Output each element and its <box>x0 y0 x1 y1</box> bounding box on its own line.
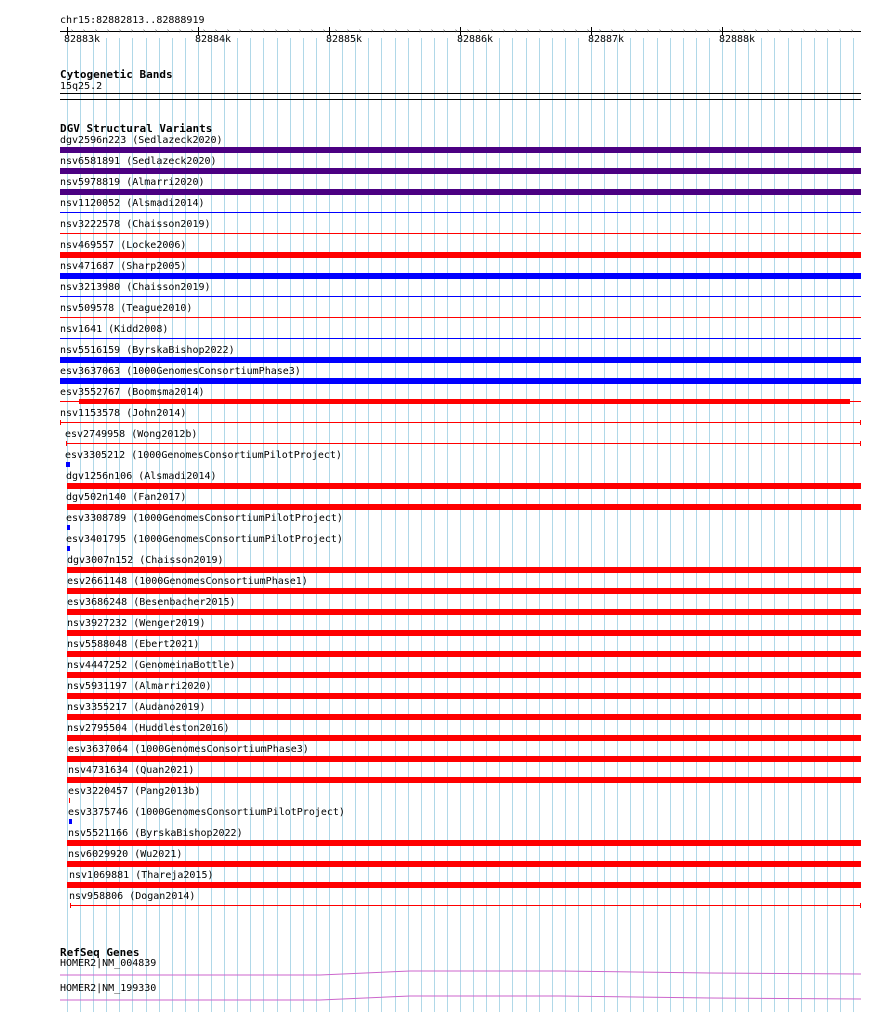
dgv-feature-bar[interactable] <box>69 798 70 803</box>
ruler-arrow-icon: › <box>802 27 807 35</box>
dgv-feature-label[interactable]: nsv1069881 (Thareja2015) <box>69 870 214 881</box>
ruler-arrow-icon: › <box>310 27 315 35</box>
dgv-feature-label[interactable]: nsv1153578 (John2014) <box>60 408 187 419</box>
ruler-arrow-icon: › <box>526 27 531 35</box>
dgv-feature-label[interactable]: dgv3007n152 (Chaisson2019) <box>67 555 224 566</box>
ruler-arrow-icon: › <box>346 27 351 35</box>
dgv-feature-bar[interactable] <box>60 338 861 339</box>
dgv-feature-label[interactable]: nsv2795504 (Huddleston2016) <box>67 723 230 734</box>
gene-intron-line <box>60 971 861 975</box>
dgv-feature-bar[interactable] <box>60 233 861 234</box>
dgv-feature-bar[interactable] <box>67 588 861 594</box>
dgv-feature-label[interactable]: nsv3222578 (Chaisson2019) <box>60 219 211 230</box>
dgv-feature-label[interactable]: nsv4447252 (GenomeinaBottle) <box>67 660 236 671</box>
dgv-feature-label[interactable]: nsv6581891 (Sedlazeck2020) <box>60 156 217 167</box>
ruler-arrow-icon: › <box>334 27 339 35</box>
ruler-arrow-icon: › <box>358 27 363 35</box>
gene-model[interactable] <box>0 993 890 1005</box>
dgv-feature-bar[interactable] <box>66 462 70 467</box>
ruler-arrow-icon: › <box>82 27 87 35</box>
ruler-arrow-icon: › <box>190 27 195 35</box>
dgv-feature-bar[interactable] <box>69 819 72 824</box>
dgv-feature-label[interactable]: esv3686248 (Besenbacher2015) <box>67 597 236 608</box>
ruler-tick-label: 82887k <box>587 34 625 45</box>
dgv-feature-label[interactable]: esv3401795 (1000GenomesConsortiumPilotProject) <box>66 534 343 545</box>
ruler-arrow-icon: › <box>562 27 567 35</box>
dgv-feature-cap-right <box>860 903 861 908</box>
ruler-arrow-icon: › <box>490 27 495 35</box>
gene-label[interactable]: HOMER2|NM_199330 <box>60 983 157 994</box>
ruler-arrow-icon: › <box>430 27 435 35</box>
dgv-feature-label[interactable]: nsv6029920 (Wu2021) <box>68 849 183 860</box>
refseq-track-title[interactable]: RefSeq Genes <box>60 946 140 959</box>
dgv-feature-bar[interactable] <box>67 546 70 551</box>
dgv-feature-bar[interactable] <box>66 443 861 444</box>
dgv-feature-label[interactable]: nsv3355217 (Audano2019) <box>67 702 206 713</box>
ruler-arrow-icon: › <box>370 27 375 35</box>
dgv-feature-label[interactable]: nsv469557 (Locke2006) <box>60 240 187 251</box>
ruler-arrow-icon: › <box>166 27 171 35</box>
ruler-arrow-icon: › <box>814 27 819 35</box>
ruler-arrow-icon: › <box>646 27 651 35</box>
ruler-arrow-icon: › <box>394 27 399 35</box>
dgv-feature-bar[interactable] <box>67 693 861 699</box>
gene-label[interactable]: HOMER2|NM_004839 <box>60 958 157 969</box>
dgv-feature-cap-right <box>860 441 861 446</box>
ruler-tick-label: 82885k <box>325 34 363 45</box>
ruler-arrow-icon: › <box>202 27 207 35</box>
dgv-feature-bar[interactable] <box>60 168 861 174</box>
dgv-feature-label[interactable]: esv3220457 (Pang2013b) <box>68 786 201 797</box>
dgv-feature-bar[interactable] <box>67 504 861 510</box>
dgv-feature-label[interactable]: nsv509578 (Teague2010) <box>60 303 193 314</box>
dgv-feature-bar[interactable] <box>67 483 861 489</box>
ruler-arrow-icon: › <box>94 27 99 35</box>
dgv-feature-bar[interactable] <box>60 189 861 195</box>
ruler-arrow-icon: › <box>826 27 831 35</box>
ruler-arrow-icon: › <box>154 27 159 35</box>
cytoband-line-top <box>60 93 861 94</box>
dgv-feature-bar[interactable] <box>60 252 861 258</box>
dgv-feature-label[interactable]: esv3308789 (1000GenomesConsortiumPilotProject) <box>66 513 343 524</box>
cytoband-track-title[interactable]: Cytogenetic Bands <box>60 68 173 81</box>
dgv-feature-bar[interactable] <box>67 525 70 530</box>
ruler-arrow-icon: › <box>214 27 219 35</box>
ruler-tick-label: 82884k <box>194 34 232 45</box>
ruler-arrow-icon: › <box>478 27 483 35</box>
ruler-arrow-icon: › <box>622 27 627 35</box>
dgv-feature-label[interactable]: nsv5588048 (Ebert2021) <box>67 639 200 650</box>
dgv-feature-label[interactable]: nsv3213980 (Chaisson2019) <box>60 282 211 293</box>
ruler-arrow-icon: › <box>838 27 843 35</box>
dgv-feature-bar[interactable] <box>67 882 861 888</box>
ruler-tick-label: 82886k <box>456 34 494 45</box>
ruler-arrow-icon: › <box>514 27 519 35</box>
dgv-feature-label[interactable]: esv2661148 (1000GenomesConsortiumPhase1) <box>67 576 308 587</box>
ruler-arrow-icon: › <box>274 27 279 35</box>
ruler-arrow-icon: › <box>322 27 327 35</box>
ruler-arrow-icon: › <box>454 27 459 35</box>
dgv-feature-cap-left <box>66 441 67 446</box>
ruler-arrow-icon: › <box>238 27 243 35</box>
dgv-feature-bar[interactable] <box>60 422 861 423</box>
dgv-feature-bar[interactable] <box>60 317 861 318</box>
ruler-arrow-icon: › <box>466 27 471 35</box>
dgv-feature-label[interactable]: esv3375746 (1000GenomesConsortiumPilotProject) <box>68 807 345 818</box>
ruler-arrow-icon: › <box>598 27 603 35</box>
dgv-feature-bar[interactable] <box>67 630 861 636</box>
dgv-feature-label[interactable]: nsv5521166 (ByrskaBishop2022) <box>68 828 243 839</box>
ruler-arrow-icon: › <box>850 27 855 35</box>
ruler-arrow-icon: › <box>550 27 555 35</box>
dgv-feature-label[interactable]: nsv5516159 (ByrskaBishop2022) <box>60 345 235 356</box>
ruler-arrow-icon: › <box>766 27 771 35</box>
gene-model[interactable] <box>0 968 890 980</box>
dgv-feature-label[interactable]: nsv958806 (Dogan2014) <box>69 891 196 902</box>
ruler-arrow-icon: › <box>226 27 231 35</box>
ruler-arrow-icon: › <box>778 27 783 35</box>
dgv-feature-bar[interactable] <box>67 840 861 846</box>
dgv-feature-label[interactable]: nsv471687 (Sharp2005) <box>60 261 187 272</box>
dgv-feature-bar[interactable] <box>67 567 861 573</box>
ruler-arrow-icon: › <box>142 27 147 35</box>
cytoband-line-bottom <box>60 99 861 100</box>
ruler-arrow-icon: › <box>754 27 759 35</box>
ruler-arrow-icon: › <box>106 27 111 35</box>
ruler-arrow-icon: › <box>634 27 639 35</box>
dgv-feature-bar[interactable] <box>60 357 861 363</box>
dgv-feature-bar[interactable] <box>67 672 861 678</box>
dgv-feature-bar[interactable] <box>67 714 861 720</box>
cytoband-label: 15q25.2 <box>60 81 103 92</box>
dgv-feature-bar[interactable] <box>67 777 861 783</box>
ruler-arrow-icon: › <box>694 27 699 35</box>
ruler-arrow-icon: › <box>658 27 663 35</box>
dgv-feature-label[interactable]: esv3305212 (1000GenomesConsortiumPilotProject) <box>65 450 342 461</box>
dgv-feature-cap-right <box>860 420 861 425</box>
ruler-arrow-icon: › <box>382 27 387 35</box>
dgv-feature-label[interactable]: nsv3927232 (Wenger2019) <box>67 618 206 629</box>
ruler-arrow-icon: › <box>262 27 267 35</box>
dgv-feature-label[interactable]: esv3552767 (Boomsma2014) <box>60 387 205 398</box>
dgv-feature-label[interactable]: dgv1256n106 (Alsmadi2014) <box>66 471 217 482</box>
ruler-arrow-icon: › <box>118 27 123 35</box>
dgv-feature-cap-left <box>60 420 61 425</box>
ruler-tick-label: 82888k <box>718 34 756 45</box>
ruler-arrow-icon: › <box>442 27 447 35</box>
dgv-feature-bar[interactable] <box>70 905 861 906</box>
dgv-feature-label[interactable]: esv2749958 (Wong2012b) <box>65 429 198 440</box>
ruler-arrow-icon: › <box>298 27 303 35</box>
ruler-arrow-icon: › <box>682 27 687 35</box>
dgv-feature-cap-left <box>70 903 71 908</box>
ruler-arrow-icon: › <box>406 27 411 35</box>
dgv-feature-label[interactable]: nsv1120052 (Alsmadi2014) <box>60 198 205 209</box>
ruler-arrow-icon: › <box>586 27 591 35</box>
ruler-arrow-icon: › <box>70 27 75 35</box>
ruler-arrow-icon: › <box>718 27 723 35</box>
ruler-arrow-icon: › <box>130 27 135 35</box>
dgv-feature-bar[interactable] <box>60 147 861 153</box>
dgv-feature-label[interactable]: esv3637063 (1000GenomesConsortiumPhase3) <box>60 366 301 377</box>
dgv-feature-bar[interactable] <box>79 399 850 404</box>
dgv-feature-bar[interactable] <box>67 651 861 657</box>
ruler-arrow-icon: › <box>574 27 579 35</box>
dgv-feature-bar[interactable] <box>67 609 861 615</box>
ruler-arrow-icon: › <box>418 27 423 35</box>
ruler-arrow-icon: › <box>706 27 711 35</box>
ruler-arrow-icon: › <box>178 27 183 35</box>
dgv-feature-bar[interactable] <box>60 212 861 213</box>
ruler-arrow-icon: › <box>730 27 735 35</box>
dgv-feature-label[interactable]: nsv1641 (Kidd2008) <box>60 324 169 335</box>
dgv-feature-bar[interactable] <box>60 378 861 384</box>
ruler-arrow-icon: › <box>286 27 291 35</box>
dgv-feature-label[interactable]: dgv2596n223 (Sedlazeck2020) <box>60 135 223 146</box>
dgv-feature-label[interactable]: esv3637064 (1000GenomesConsortiumPhase3) <box>68 744 309 755</box>
dgv-feature-bar[interactable] <box>60 273 861 279</box>
ruler-arrow-icon: › <box>538 27 543 35</box>
ruler-arrow-icon: › <box>790 27 795 35</box>
ruler-arrow-icon: › <box>610 27 615 35</box>
ruler-arrow-icon: › <box>742 27 747 35</box>
dgv-feature-label[interactable]: nsv5978819 (Almarri2020) <box>60 177 205 188</box>
dgv-feature-label[interactable]: nsv5931197 (Almarri2020) <box>67 681 212 692</box>
ruler-arrow-icon: › <box>250 27 255 35</box>
region-label: chr15:82882813..82888919 <box>60 15 205 26</box>
dgv-track-title[interactable]: DGV Structural Variants <box>60 122 213 135</box>
dgv-feature-bar[interactable] <box>67 861 861 867</box>
dgv-feature-bar[interactable] <box>67 735 861 741</box>
ruler-arrow-icon: › <box>670 27 675 35</box>
ruler-tick-label: 82883k <box>63 34 101 45</box>
gene-intron-line <box>60 996 861 1000</box>
dgv-feature-label[interactable]: nsv4731634 (Quan2021) <box>68 765 195 776</box>
ruler-arrow-icon: › <box>502 27 507 35</box>
dgv-feature-bar[interactable] <box>60 296 861 297</box>
dgv-feature-label[interactable]: dgv502n140 (Fan2017) <box>66 492 187 503</box>
dgv-feature-bar[interactable] <box>67 756 861 762</box>
